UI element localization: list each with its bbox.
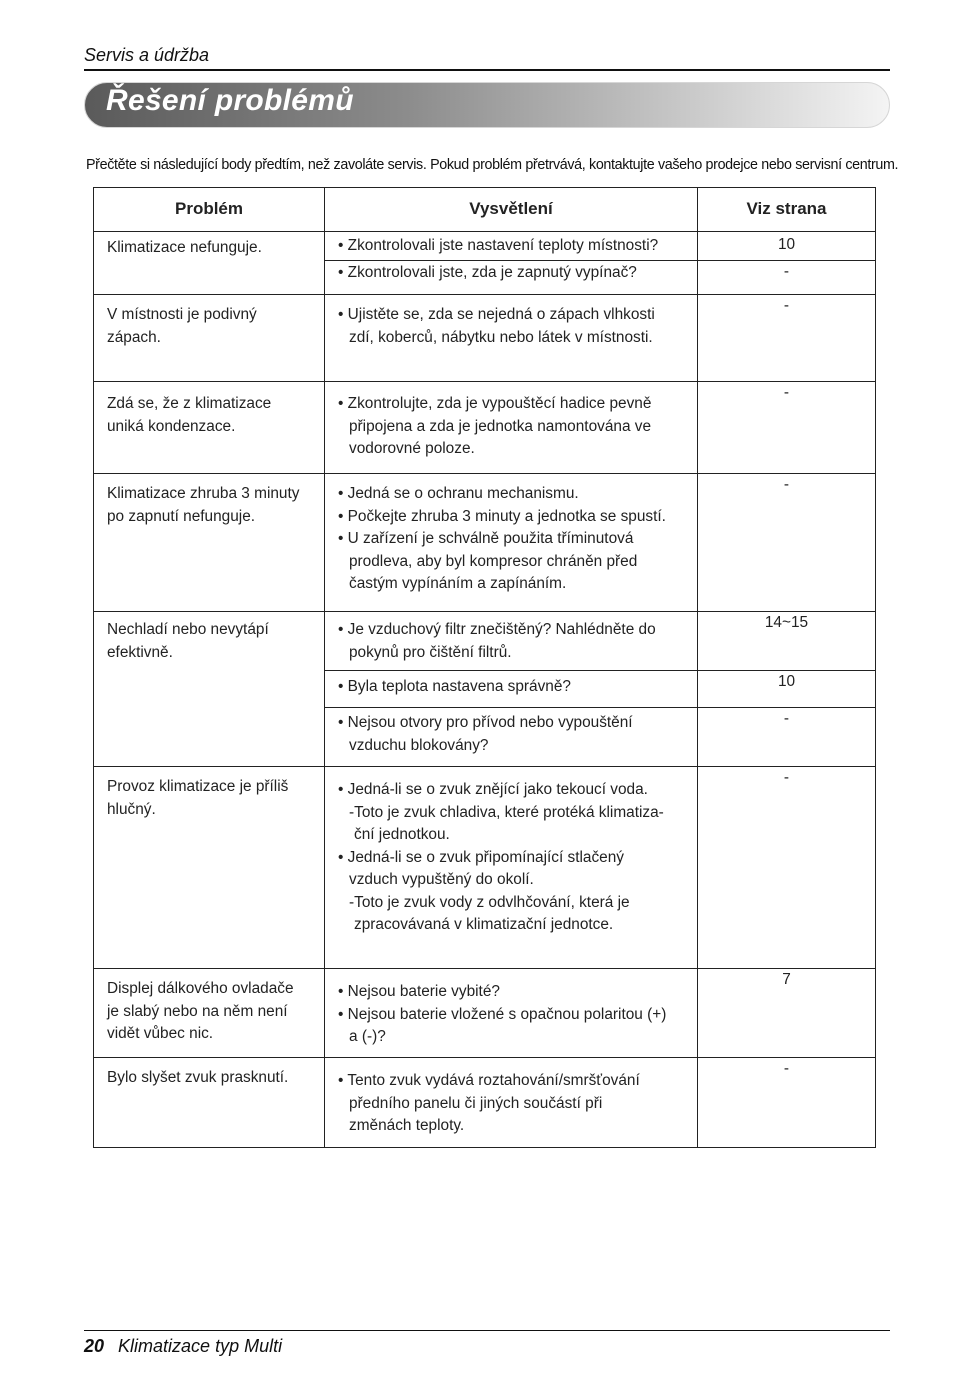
explanation-text: • Byla teplota nastavena správně? (338, 678, 571, 695)
page-ref-cell: 7 (698, 969, 876, 1058)
explanation-text: • Zkontrolujte, zda je vypouštěcí hadice pevně (338, 395, 652, 412)
page-ref-cell: - (698, 474, 876, 612)
explanation-cell (325, 295, 698, 382)
problem-text: zápach. (107, 328, 161, 346)
table-row (94, 1058, 876, 1148)
explanation-cell (325, 232, 698, 261)
problem-text: V místnosti je podivný (107, 306, 257, 323)
explanation-text: • Ujistěte se, zda se nejedná o zápach vlhkosti (338, 306, 655, 323)
explanation-text: • Nejsou baterie vybité? (338, 983, 500, 1000)
explanation-cell (325, 671, 698, 708)
problem-text: Klimatizace nefunguje. (107, 239, 262, 256)
page-ref-cell: 10 (698, 671, 876, 708)
page-title: Řešení problémů (106, 84, 354, 117)
explanation-cell (325, 382, 698, 474)
explanation-text: • Počkejte zhruba 3 minuty a jednotka se spustí. (338, 507, 666, 525)
intro-text: Přečtěte si následující body předtím, než zavoláte servis. Pokud problém přetrvává, kontaktujte vašeho prodejce nebo servisní centrum. (86, 157, 899, 173)
explanation-cell (325, 261, 698, 295)
problem-text: Zdá se, že z klimatizace (107, 395, 272, 412)
explanation-text: pokynů pro čištění filtrů. (349, 643, 512, 661)
explanation-text: • Zkontrolovali jste nastavení teploty místnosti? (338, 237, 659, 254)
problem-text: vidět vůbec nic. (107, 1025, 214, 1042)
problem-cell (94, 382, 325, 474)
product-name: Klimatizace typ Multi (118, 1336, 283, 1356)
explanation-text: zdí, koberců, nábytku nebo látek v místnosti. (349, 328, 653, 346)
problem-text: Klimatizace zhruba 3 minuty (107, 485, 300, 502)
page-ref-cell: - (698, 767, 876, 969)
page-ref-cell: 10 (698, 232, 876, 261)
column-header-page: Viz strana (698, 188, 876, 232)
page-ref-cell: - (698, 295, 876, 382)
page-ref-cell: - (698, 1058, 876, 1148)
problem-text: Displej dálkového ovladače (107, 980, 294, 997)
top-divider (84, 69, 890, 71)
explanation-cell (325, 708, 698, 767)
explanation-text: -Toto je zvuk chladiva, které protéká klimatiza- (349, 803, 664, 821)
table-row (94, 474, 876, 612)
explanation-text: vzduchu blokovány? (349, 736, 489, 754)
explanation-text: změnách teploty. (349, 1117, 465, 1134)
explanation-text: vodorovné poloze. (349, 440, 475, 457)
problem-cell (94, 612, 325, 767)
column-header-explanation: Vysvětlení (325, 188, 698, 232)
explanation-text: • Zkontrolovali jste, zda je zapnutý vypínač? (338, 264, 637, 281)
explanation-text: a (-)? (349, 1028, 386, 1045)
problem-cell (94, 232, 325, 295)
column-header-problem: Problém (94, 188, 325, 232)
explanation-text: ční jednotkou. (354, 826, 450, 843)
explanation-text: • U zařízení je schválně použita tříminutová (338, 530, 634, 547)
explanation-text: vzduch vypuštěný do okolí. (349, 871, 534, 888)
explanation-text: • Jedná-li se o zvuk znějící jako tekoucí voda. (338, 781, 648, 798)
problem-text: hlučný. (107, 800, 156, 818)
explanation-cell (325, 1058, 698, 1148)
page-ref-cell: - (698, 261, 876, 295)
table-row (94, 612, 876, 671)
section-label: Servis a údržba (84, 45, 210, 65)
explanation-text: předního panelu či jiných součástí při (349, 1094, 603, 1112)
table-header-row (94, 188, 876, 232)
explanation-text: prodleva, aby byl kompresor chráněn před (349, 552, 638, 570)
problem-text: po zapnutí nefunguje. (107, 507, 256, 525)
explanation-text: • Nejsou baterie vložené s opačnou polaritou (+) (338, 1005, 667, 1023)
explanation-text: častým vypínáním a zapínáním. (349, 575, 567, 592)
page-ref-cell: 14~15 (698, 612, 876, 671)
problem-text: Bylo slyšet zvuk prasknutí. (107, 1069, 289, 1086)
explanation-text: připojena a zda je jednotka namontována ve (349, 417, 652, 435)
problem-cell (94, 767, 325, 969)
explanation-text: -Toto je zvuk vody z odvlhčování, která je (349, 893, 630, 911)
problem-text: je slabý nebo na něm není (107, 1002, 288, 1020)
problem-text: efektivně. (107, 643, 173, 661)
page-footer (84, 1336, 282, 1357)
explanation-text: • Jedná-li se o zvuk připomínající stlačený (338, 848, 624, 866)
problem-text: Provoz klimatizace je příliš (107, 778, 289, 795)
explanation-cell (325, 612, 698, 671)
table-row (94, 232, 876, 261)
explanation-cell (325, 474, 698, 612)
problem-text: uniká kondenzace. (107, 417, 236, 435)
page-number: 20 (84, 1336, 105, 1356)
explanation-text: • Nejsou otvory pro přívod nebo vypouštění (338, 714, 633, 731)
explanation-text: zpracovávaná v klimatizační jednotce. (354, 916, 614, 933)
bottom-divider (84, 1330, 890, 1331)
table-row (94, 969, 876, 1058)
problem-cell (94, 969, 325, 1058)
page-ref-cell: - (698, 382, 876, 474)
problem-cell (94, 474, 325, 612)
problem-cell (94, 295, 325, 382)
table-row (94, 382, 876, 474)
page-ref-cell: - (698, 708, 876, 767)
table-row (94, 767, 876, 969)
explanation-text: • Je vzduchový filtr znečištěný? Nahlédněte do (338, 621, 656, 638)
table-row (94, 295, 876, 382)
problem-cell (94, 1058, 325, 1148)
explanation-text: • Tento zvuk vydává roztahování/smršťování (338, 1072, 640, 1089)
problem-text: Nechladí nebo nevytápí (107, 621, 269, 638)
troubleshooting-table (93, 187, 876, 1148)
explanation-text: • Jedná se o ochranu mechanismu. (338, 485, 579, 502)
explanation-cell (325, 767, 698, 969)
explanation-cell (325, 969, 698, 1058)
